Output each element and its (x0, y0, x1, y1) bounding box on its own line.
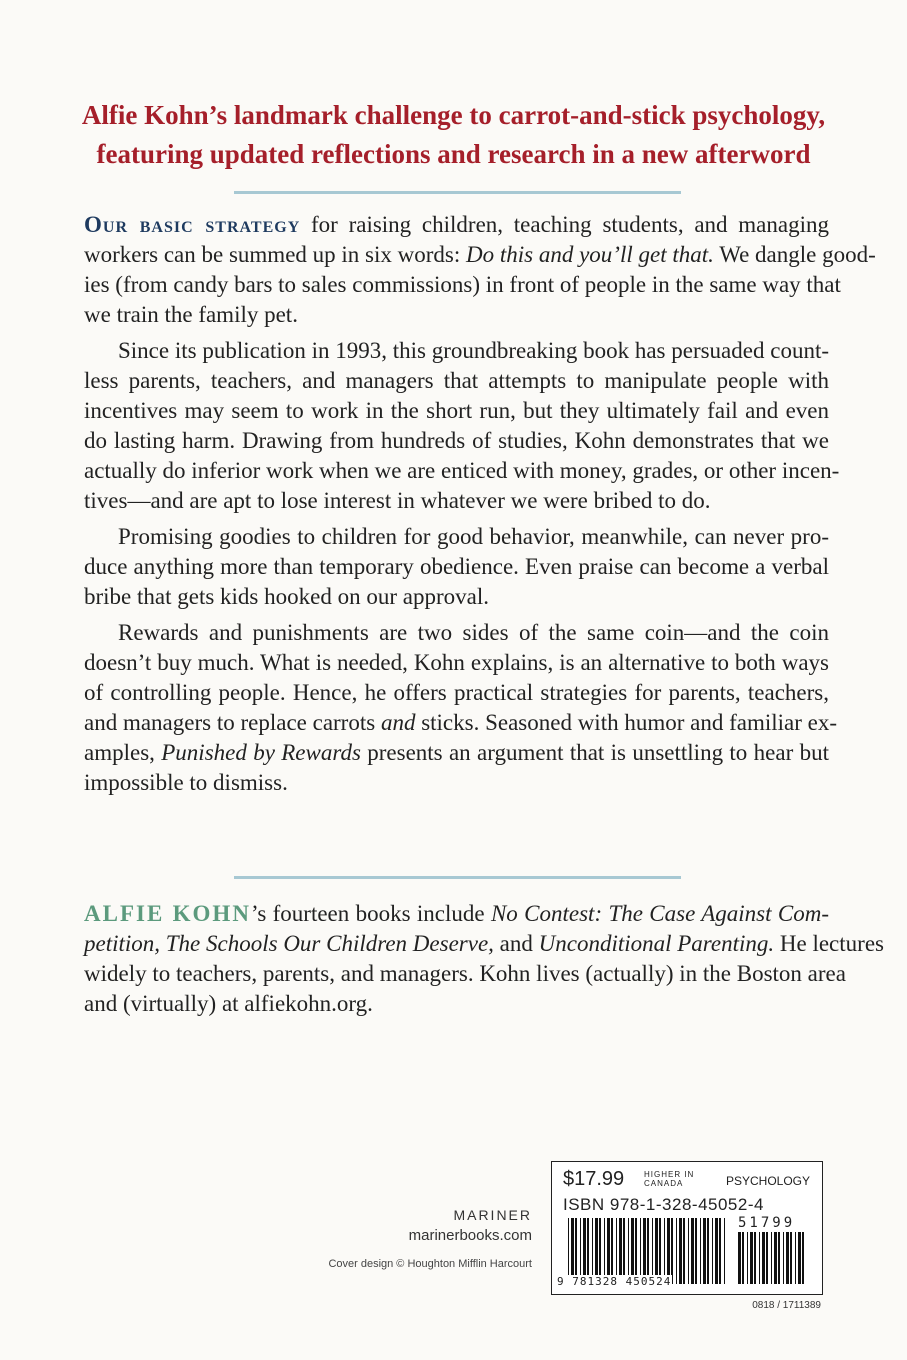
addon-digits: 51799 (738, 1215, 796, 1231)
barcode-bar (676, 1218, 677, 1284)
tagline-line-2: featuring updated reflections and research in a new afterword (96, 139, 811, 169)
tagline (60, 96, 847, 174)
barcode-bar (762, 1232, 765, 1284)
barcode-bar (771, 1232, 772, 1284)
divider-bottom (234, 876, 681, 879)
tagline-line-1: Alfie Kohn’s landmark challenge to carrot-and-stick psychology, (81, 100, 826, 130)
lead-in: Our basic strategy (84, 212, 301, 237)
barcode-bar (742, 1232, 744, 1284)
author-name: ALFIE KOHN (84, 901, 251, 926)
barcode-bar (724, 1218, 725, 1284)
barcode-bar (683, 1218, 685, 1284)
barcode-bar (691, 1218, 694, 1284)
publisher-name: MARINER (453, 1207, 532, 1223)
barcode-bar (750, 1232, 753, 1284)
print-code: 0818 / 1711389 (752, 1300, 821, 1311)
addon-barcode (738, 1232, 808, 1284)
divider-top (234, 191, 681, 194)
barcode-bar (719, 1218, 721, 1284)
publisher-url: marinerbooks.com (408, 1227, 532, 1244)
description (84, 210, 876, 804)
publisher-block (328, 1205, 532, 1271)
barcode-bar (747, 1232, 748, 1284)
barcode-bar (700, 1218, 701, 1284)
barcode-bar (790, 1232, 792, 1284)
barcode-bar (795, 1232, 796, 1284)
paragraph-2: Since its publication in 1993, this groundbreaking book has persuaded count- less parents, teachers, and managers that attempts to manipulate people with incentives may seem to work in the short run, but they ultimately fail and even do lasting harm. Drawing from hundreds of studies, Kohn demonstrates that we actually do inferior work when we are enticed with money, grades, or other incen- tives—and are apt to lose interest in whatever we were bribed to do. (84, 338, 840, 513)
barcode-bar (688, 1218, 689, 1284)
barcode-box (551, 1161, 823, 1295)
cover-credit: Cover design © Houghton Mifflin Harcourt (328, 1258, 532, 1270)
barcode-bar (786, 1232, 789, 1284)
barcode-bar (778, 1232, 780, 1284)
paragraph-4: Rewards and punishments are two sides of the same coin—and the coin doesn’t buy much. What is needed, Kohn explains, is an alternative to both ways of controlling people. Hence, he offers practical strategies for parents, teachers, and managers to replace carrots and sticks. Seasoned with humor and familiar ex- amples, Punished by Rewards presents an argument that is unsettling to hear but impossible to dismiss. (84, 620, 838, 795)
ean-digits: 9 781328 450524 (557, 1275, 672, 1288)
barcode-bar (798, 1232, 801, 1284)
barcode-bar (715, 1218, 718, 1284)
category: PSYCHOLOGY (725, 1174, 810, 1188)
barcode-bar (754, 1232, 756, 1284)
barcode-bar (738, 1232, 741, 1284)
barcode-bar (802, 1232, 804, 1284)
isbn: ISBN 978-1-328-45052-4 (563, 1195, 764, 1214)
barcode-bar (712, 1218, 713, 1284)
barcode-bar (707, 1218, 709, 1284)
author-bio: ALFIE KOHN’s fourteen books include No Contest: The Case Against Com- petition, The Schools Our Children Deserve, and Unconditional Parenting. He lectures widely to teachers, parents, and managers. Kohn lives (actually) in the Boston area and (virtually) at alfiekohn.org. (84, 901, 884, 1016)
paragraph-1: Our basic strategy for raising children, teaching students, and managing workers can be summed up in six words: Do this and you’ll get that. We dangle good- ies (from candy bars to sales commissions) in front of people in the same way that we train the family pet. (84, 212, 876, 327)
higher-in-canada: HIGHER IN CANADA (644, 1170, 695, 1188)
barcode-bar (695, 1218, 697, 1284)
barcode-bar (783, 1232, 784, 1284)
barcode-bar (703, 1218, 706, 1284)
paragraph-3: Promising goodies to children for good behavior, meanwhile, can never pro- duce anything more than temporary obedience. Even praise can become a verbal bribe that gets kids hooked on our approval. (84, 524, 829, 609)
barcode-bar (774, 1232, 777, 1284)
barcode-bar (679, 1218, 682, 1284)
price: $17.99 (563, 1168, 625, 1190)
barcode-bar (766, 1232, 768, 1284)
barcode-bar (759, 1232, 760, 1284)
